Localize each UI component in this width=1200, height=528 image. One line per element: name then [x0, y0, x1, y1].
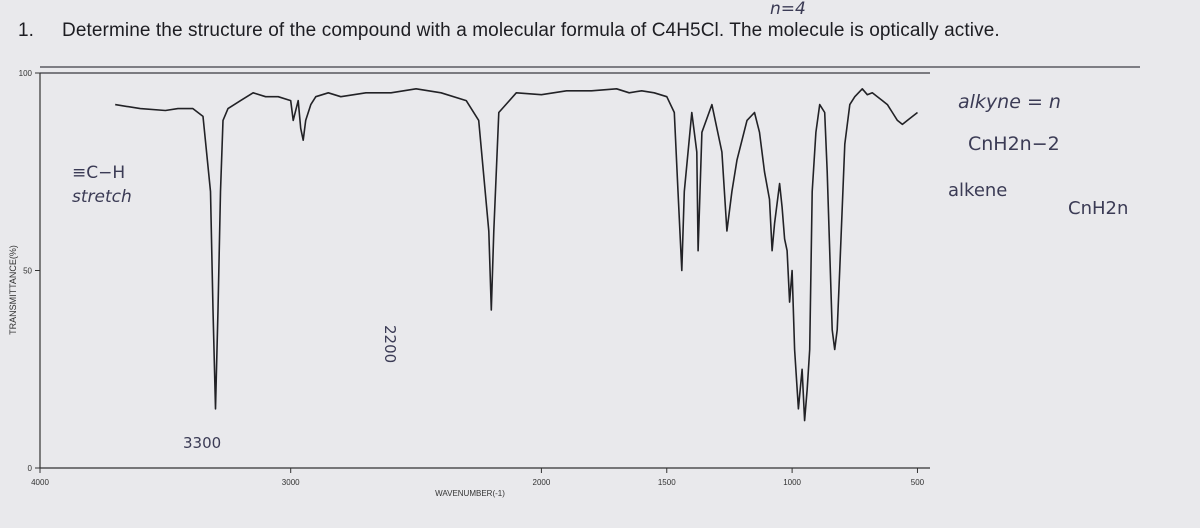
y-axis-label: TRANSMITTANCE(%)	[8, 245, 18, 335]
x-tick-label: 2000	[532, 478, 551, 487]
spectrum-line	[115, 89, 917, 421]
ch-stretch-label-line1: ≡C−H	[72, 163, 126, 183]
alkene-label: alkene	[948, 180, 1008, 201]
x-tick-label: 1000	[783, 478, 802, 487]
x-tick-label: 500	[910, 478, 925, 487]
y-tick-label: 0	[27, 464, 32, 473]
alkyne-formula: CnH2n−2	[968, 133, 1060, 155]
peak-2200-label: 2200	[381, 325, 399, 364]
question-number: 1.	[18, 20, 35, 41]
x-axis-label: WAVENUMBER(-1)	[435, 489, 505, 498]
x-tick-label: 1500	[657, 478, 676, 487]
alkyne-label: alkyne = n	[958, 91, 1061, 113]
y-tick-label: 100	[18, 69, 32, 78]
x-tick-label: 3000	[281, 478, 300, 487]
y-tick-label: 50	[23, 266, 32, 276]
question-body: Determine the structure of the compound with a molecular formula of C4H5Cl. The molecule is optically active.	[62, 20, 1000, 41]
n-equals-note: n=4	[770, 0, 806, 19]
x-tick-label: 4000	[31, 478, 49, 487]
peak-3300-label: 3300	[183, 434, 222, 452]
ch-stretch-label-line2: stretch	[72, 187, 132, 207]
alkene-formula: CnH2n	[1068, 198, 1129, 219]
